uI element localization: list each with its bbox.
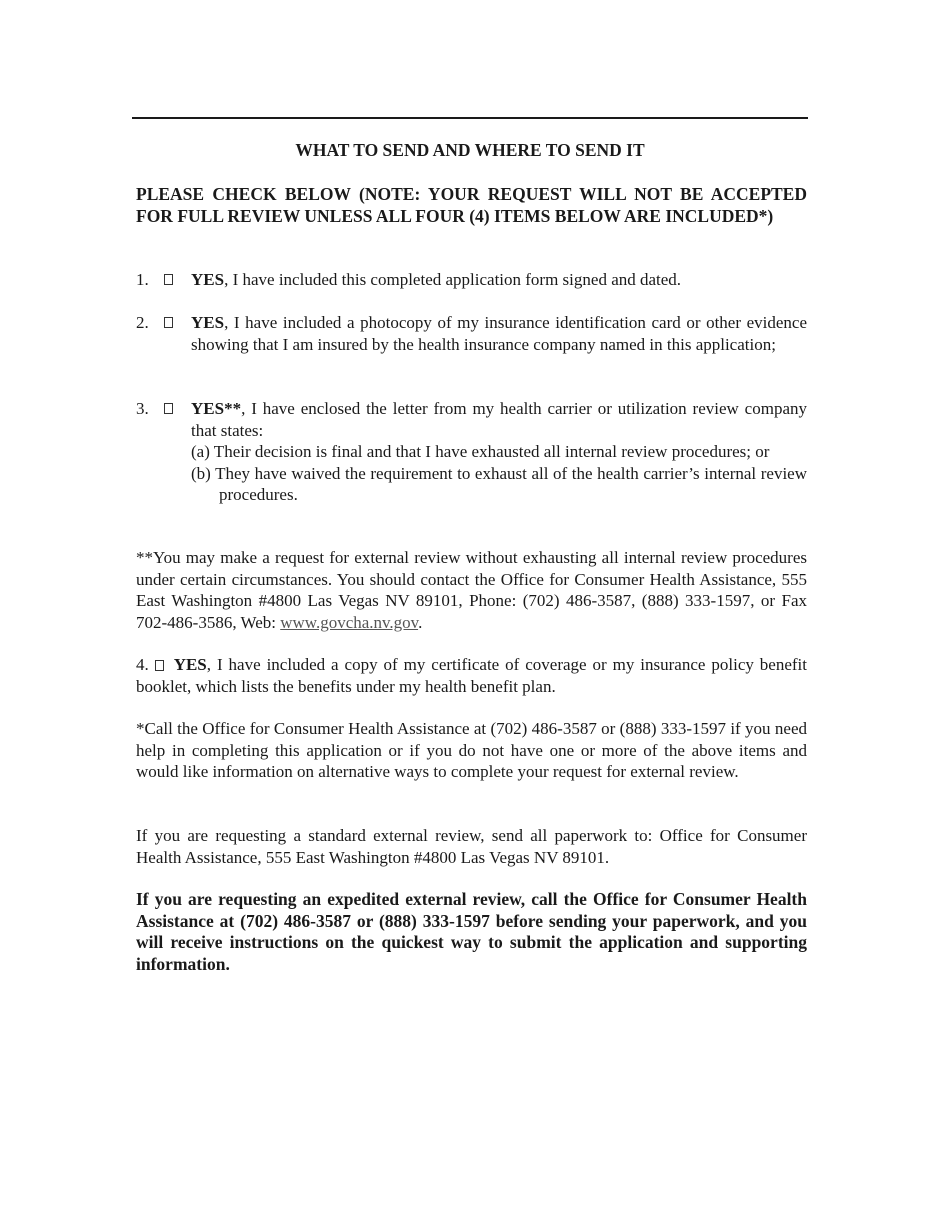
- yes-label: YES**: [191, 399, 242, 418]
- item-description: , I have included a photocopy of my insurance identification card or other evidence showing that I am insured by the health insurance company named in this application;: [191, 313, 807, 354]
- item-number: 4.: [136, 655, 149, 674]
- checklist-item-4: [136, 654, 807, 697]
- item-text: [191, 398, 807, 441]
- item-number: 3.: [136, 399, 149, 418]
- checklist-item-2: [136, 312, 807, 355]
- page-title: WHAT TO SEND AND WHERE TO SEND IT: [295, 140, 645, 160]
- item-description: , I have included this completed application form signed and dated.: [224, 270, 682, 289]
- checkbox-4[interactable]: [155, 660, 164, 671]
- checkbox-1[interactable]: [164, 274, 173, 285]
- checkbox-2[interactable]: [164, 317, 173, 328]
- yes-label: YES: [191, 313, 225, 332]
- expedited-review-paragraph: If you are requesting an expedited external review, call the Office for Consumer Health Assistance at (702) 486-3587 or (888) 333-1597 before sending your paperwork, and you will receive instructions on the quickest way to submit the application and supporting information.: [136, 889, 807, 974]
- item-description: , I have included a copy of my certificate of coverage or my insurance policy benefit booklet, which lists the benefits under my health benefit plan.: [136, 655, 807, 696]
- checkbox-3[interactable]: [164, 403, 173, 414]
- sub-item-a: (a) Their decision is final and that I have exhausted all internal review procedures; or: [191, 442, 770, 461]
- item-number: 1.: [136, 270, 149, 289]
- yes-label: YES: [191, 270, 225, 289]
- item-description: , I have enclosed the letter from my health carrier or utilization review company that states:: [191, 399, 807, 440]
- instruction-notice: PLEASE CHECK BELOW (NOTE: YOUR REQUEST WILL NOT BE ACCEPTED FOR FULL REVIEW UNLESS ALL FOUR (4) ITEMS BELOW ARE INCLUDED*): [136, 184, 807, 226]
- standard-review-paragraph: If you are requesting a standard external review, send all paperwork to: Office for Consumer Health Assistance, 555 East Washington #4800 Las Vegas NV 89101.: [136, 826, 807, 867]
- note-end: .: [418, 612, 423, 632]
- web-link[interactable]: www.govcha.nv.gov: [280, 612, 419, 632]
- yes-label: YES: [173, 655, 207, 674]
- checklist-item-3: [136, 398, 807, 506]
- single-star-note: *Call the Office for Consumer Health Assistance at (702) 486-3587 or (888) 333-1597 if you need help in completing this application or if you do not have one or more of the above items and would like information on alternative ways to complete your request for external review.: [136, 719, 807, 781]
- double-star-note: [136, 547, 807, 633]
- checklist-item-1: [136, 269, 807, 291]
- sub-item-b: (b) They have waived the requirement to exhaust all of the health carrier’s internal review procedures.: [191, 463, 807, 504]
- top-divider: [132, 117, 808, 119]
- item-number: 2.: [136, 313, 149, 332]
- item-text: [191, 312, 807, 355]
- item-text: [191, 269, 807, 291]
- note-text: **You may make a request for external review without exhausting all internal review procedures under certain circumstances. You should contact the Office for Consumer Health Assistance, 555 East Washington #4800 Las Vegas NV 89101, Phone: (702) 486-3587, (888) 333-1597, or Fax 702-486-3586, Web:: [136, 548, 807, 632]
